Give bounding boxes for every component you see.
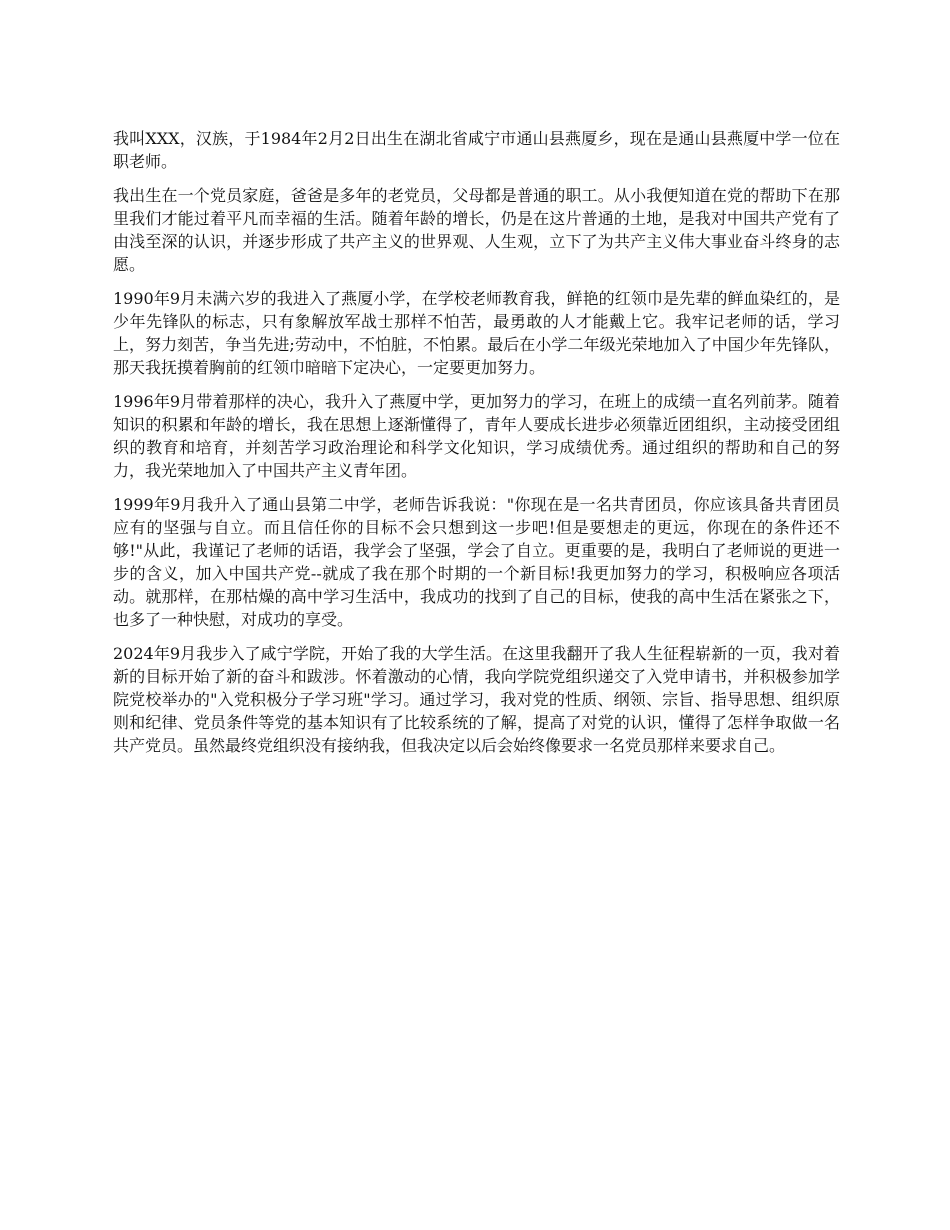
paragraph-middle-school: 1996年9月带着那样的决心，我升入了燕厦中学，更加努力的学习，在班上的成绩一直名列前茅。随着知识的积累和年龄的增长，我在思想上逐渐懂得了，青年人要成长进步必须靠近团组织，主动接受团组织的教育和培育，并刻苦学习政治理论和科学文化知识，学习成绩优秀。通过组织的帮助和自己的努力，我光荣地加入了中国共产主义青年团。 [113, 392, 840, 480]
paragraph-university: 2024年9月我步入了咸宁学院，开始了我的大学生活。在这里我翻开了我人生征程崭新的一页，我对着新的目标开始了新的奋斗和跋涉。怀着激动的心情，我向学院党组织递交了入党申请书，并积极参加学院党校举办的"入党积极分子学习班"学习。通过学习，我对党的性质、纲领、宗旨、指导思想、组织原则和纪律、党员条件等党的基本知识有了比较系统的了解，提高了对党的认识，懂得了怎样争取做一名共产党员。虽然最终党组织没有接纳我，但我决定以后会始终像要求一名党员那样来要求自己。 [113, 644, 840, 755]
document-body [113, 127, 840, 768]
paragraph-intro: 我叫XXX，汉族，于1984年2月2日出生在湖北省咸宁市通山县燕厦乡，现在是通山县燕厦中学一位在职老师。 [113, 129, 840, 171]
paragraph-primary-school: 1990年9月未满六岁的我进入了燕厦小学，在学校老师教育我，鲜艳的红领巾是先辈的鲜血染红的，是少年先锋队的标志，只有象解放军战士那样不怕苦，最勇敢的人才能戴上它。我牢记老师的话，学习上，努力刻苦，争当先进;劳动中，不怕脏，不怕累。最后在小学二年级光荣地加入了中国少年先锋队，那天我抚摸着胸前的红领巾暗暗下定决心，一定要更加努力。 [113, 289, 840, 377]
paragraph-family: 我出生在一个党员家庭，爸爸是多年的老党员，父母都是普通的职工。从小我便知道在党的帮助下在那里我们才能过着平凡而幸福的生活。随着年龄的增长，仍是在这片普通的土地，是我对中国共产党有了由浅至深的认识，并逐步形成了共产主义的世界观、人生观，立下了为共产主义伟大事业奋斗终身的志愿。 [113, 186, 840, 274]
paragraph-high-school: 1999年9月我升入了通山县第二中学，老师告诉我说："你现在是一名共青团员，你应该具备共青团员应有的坚强与自立。而且信任你的目标不会只想到这一步吧!但是要想走的更远，你现在的条件还不够!"从此，我谨记了老师的话语，我学会了坚强，学会了自立。更重要的是，我明白了老师说的更进一步的含义，加入中国共产党--就成了我在那个时期的一个新目标!我更加努力的学习，积极响应各项活动。就那样，在那枯燥的高中学习生活中，我成功的找到了自己的目标，使我的高中生活在紧张之下，也多了一种快慰，对成功的享受。 [113, 495, 840, 629]
